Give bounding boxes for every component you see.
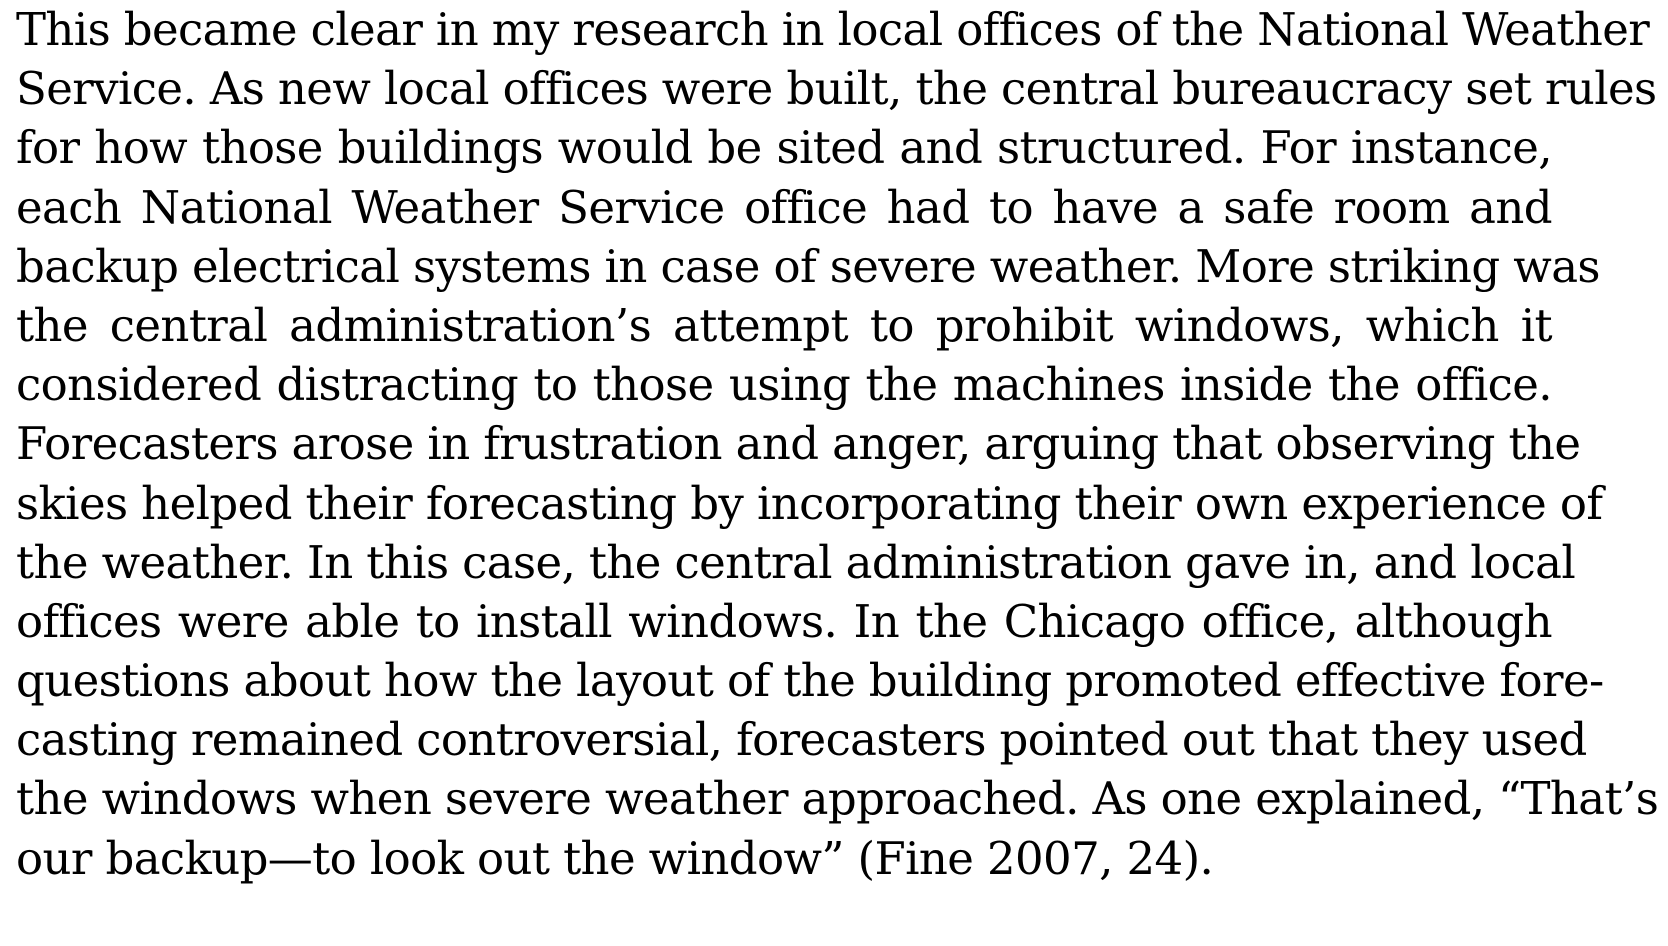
text-line: This became clear in my research in local offices of the National Weather xyxy=(16,3,1650,56)
text-line: for how those buildings would be sited and structured. For instance, xyxy=(16,121,1552,175)
text-line-last: our backup—to look out the window” (Fine 2007, 24). xyxy=(16,831,1214,885)
text-line: each National Weather Service office had to have a safe room and xyxy=(16,180,1552,234)
text-line: casting remained controversial, forecasters pointed out that they used xyxy=(16,713,1587,767)
text-line: considered distracting to those using the machines inside the office. xyxy=(16,358,1552,412)
text-line: the weather. In this case, the central administration gave in, and local xyxy=(16,535,1576,589)
text-line: the windows when severe weather approached. As one explained, “That’s xyxy=(16,772,1659,826)
text-line: the central administration’s attempt to prohibit windows, which it xyxy=(16,298,1552,352)
document-page xyxy=(16,0,1659,888)
text-line: offices were able to install windows. In the Chicago office, although xyxy=(16,594,1552,648)
text-line: backup electrical systems in case of severe weather. More striking was xyxy=(16,239,1600,293)
text-line: skies helped their forecasting by incorporating their own experience of xyxy=(16,476,1603,530)
text-line: Forecasters arose in frustration and anger, arguing that observing the xyxy=(16,417,1581,471)
body-paragraph xyxy=(16,0,1659,888)
text-line: Service. As new local offices were built, the central bureaucracy set rules xyxy=(16,62,1657,116)
text-line: questions about how the layout of the building promoted effective fore- xyxy=(16,654,1604,708)
